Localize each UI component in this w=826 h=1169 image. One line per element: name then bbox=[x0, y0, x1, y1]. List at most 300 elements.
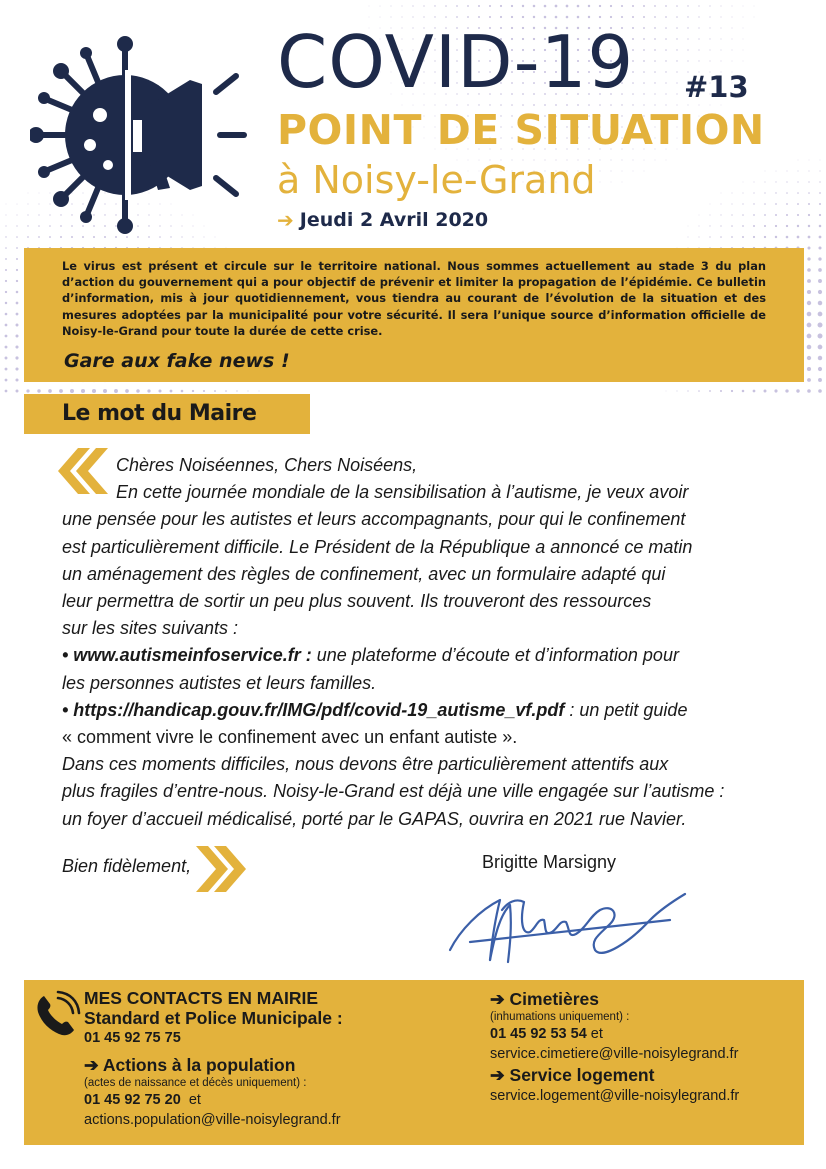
background-dot bbox=[818, 323, 823, 328]
background-dot bbox=[775, 225, 777, 227]
background-dot bbox=[818, 246, 821, 249]
background-dot bbox=[544, 5, 547, 8]
contacts-left-column bbox=[84, 988, 424, 1130]
background-dot bbox=[16, 324, 19, 327]
background-dot bbox=[391, 6, 392, 7]
background-dot bbox=[70, 389, 74, 393]
background-dot bbox=[743, 39, 744, 40]
background-dot bbox=[699, 215, 700, 216]
letter-line bbox=[62, 697, 762, 724]
mayor-letter bbox=[62, 452, 762, 833]
background-dot bbox=[654, 5, 656, 7]
background-dot bbox=[743, 6, 744, 7]
background-dot bbox=[687, 16, 688, 17]
background-dot bbox=[753, 203, 754, 204]
background-dot bbox=[533, 5, 536, 8]
background-dot bbox=[786, 192, 788, 194]
background-dot bbox=[698, 27, 699, 28]
background-dot bbox=[720, 225, 721, 226]
background-dot bbox=[15, 334, 18, 337]
background-dot bbox=[808, 214, 810, 216]
background-dot bbox=[27, 225, 28, 226]
link-autismeinfoservice[interactable]: • www.autismeinfoservice.fr : bbox=[62, 645, 312, 666]
background-dot bbox=[445, 16, 447, 18]
intro-box bbox=[24, 248, 804, 382]
background-dot bbox=[369, 17, 370, 18]
background-dot bbox=[114, 389, 118, 393]
background-dot bbox=[633, 171, 634, 172]
letter-line: les personnes autistes et leurs familles. bbox=[62, 672, 377, 693]
background-dot bbox=[577, 16, 580, 19]
background-dot bbox=[807, 290, 811, 294]
background-dot bbox=[643, 60, 645, 62]
background-dot bbox=[687, 390, 688, 391]
background-dot bbox=[818, 257, 821, 260]
background-dot bbox=[742, 225, 744, 227]
background-dot bbox=[688, 237, 689, 238]
background-dot bbox=[555, 5, 558, 8]
background-dot bbox=[16, 390, 19, 393]
background-dot bbox=[753, 236, 755, 238]
background-dot bbox=[742, 390, 745, 393]
background-dot bbox=[818, 279, 822, 283]
background-dot bbox=[158, 389, 161, 392]
background-dot bbox=[380, 17, 381, 18]
background-dot bbox=[643, 27, 645, 29]
handwritten-signature bbox=[440, 880, 690, 970]
background-dot bbox=[764, 214, 766, 216]
background-dot bbox=[665, 82, 666, 83]
background-dot bbox=[731, 225, 733, 227]
background-dot bbox=[818, 356, 822, 360]
background-dot bbox=[611, 182, 612, 183]
background-dot bbox=[522, 5, 524, 7]
background-dot bbox=[698, 49, 699, 50]
background-dot bbox=[797, 236, 800, 239]
background-dot bbox=[797, 225, 799, 227]
background-dot bbox=[687, 60, 688, 61]
background-dot bbox=[181, 390, 184, 393]
background-dot bbox=[743, 182, 744, 183]
background-dot bbox=[753, 225, 755, 227]
background-dot bbox=[5, 324, 8, 327]
background-dot bbox=[81, 389, 85, 393]
background-dot bbox=[676, 390, 677, 391]
background-dot bbox=[709, 5, 710, 6]
background-dot bbox=[743, 17, 744, 18]
background-dot bbox=[621, 16, 623, 18]
background-dot bbox=[731, 203, 732, 204]
background-dot bbox=[16, 236, 18, 238]
background-dot bbox=[654, 93, 655, 94]
background-dot bbox=[720, 38, 721, 39]
background-dot bbox=[721, 50, 722, 51]
background-dot bbox=[819, 170, 820, 171]
background-dot bbox=[775, 192, 776, 193]
background-dot bbox=[622, 182, 623, 183]
arrow-right-icon: ➔ bbox=[277, 208, 294, 232]
background-dot bbox=[5, 368, 8, 371]
background-dot bbox=[434, 5, 435, 6]
background-dot bbox=[720, 16, 721, 17]
background-dot bbox=[16, 313, 19, 316]
letter-line: leur permettra de sortir un peu plus souvent. Ils trouveront des ressources bbox=[62, 591, 652, 612]
background-dot bbox=[676, 49, 677, 50]
background-dot bbox=[16, 280, 18, 282]
background-dot bbox=[786, 225, 788, 227]
background-dot bbox=[654, 60, 656, 62]
background-dot bbox=[698, 16, 699, 17]
background-dot bbox=[732, 193, 733, 194]
background-dot bbox=[225, 390, 227, 392]
background-dot bbox=[5, 357, 8, 360]
background-dot bbox=[5, 335, 8, 338]
background-dot bbox=[709, 16, 710, 17]
background-dot bbox=[818, 268, 822, 272]
background-dot bbox=[797, 214, 799, 216]
background-dot bbox=[709, 49, 710, 50]
background-dot bbox=[577, 5, 580, 8]
background-dot bbox=[665, 27, 667, 29]
background-dot bbox=[807, 334, 812, 339]
background-dot bbox=[6, 204, 7, 205]
background-dot bbox=[5, 236, 6, 237]
background-dot bbox=[654, 16, 656, 18]
background-dot bbox=[820, 160, 821, 161]
background-dot bbox=[611, 171, 612, 172]
background-dot bbox=[665, 5, 667, 7]
background-dot bbox=[236, 390, 237, 391]
background-dot bbox=[588, 5, 590, 7]
background-dot bbox=[643, 49, 645, 51]
actions-email[interactable]: actions.population@ville-noisylegrand.fr bbox=[84, 1112, 341, 1128]
actions-phone[interactable]: 01 45 92 75 20 bbox=[84, 1092, 181, 1108]
background-dot bbox=[522, 16, 524, 18]
background-dot bbox=[764, 181, 765, 182]
background-dot bbox=[709, 236, 710, 237]
letter-closing: Bien fidèlement, bbox=[62, 856, 192, 876]
background-dot bbox=[753, 214, 755, 216]
date-text: Jeudi 2 Avril 2020 bbox=[299, 209, 489, 231]
background-dot bbox=[687, 27, 688, 28]
background-dot bbox=[698, 390, 700, 392]
background-dot bbox=[764, 236, 766, 238]
background-dot bbox=[5, 269, 7, 271]
background-dot bbox=[643, 38, 645, 40]
letter-line: Dans ces moments difficiles, nous devons être particulièrement attentifs aux bbox=[62, 754, 669, 775]
background-dot bbox=[5, 390, 8, 393]
background-dot bbox=[709, 27, 710, 28]
subtitle-point-situation: POINT DE SITUATION bbox=[277, 106, 765, 154]
background-dot bbox=[807, 367, 811, 371]
background-dot bbox=[643, 71, 645, 73]
background-dot bbox=[742, 192, 743, 193]
background-dot bbox=[5, 291, 7, 293]
letter-line: sur les sites suivants : bbox=[62, 618, 239, 639]
background-dot bbox=[775, 203, 777, 205]
background-dot bbox=[16, 214, 17, 215]
background-dot bbox=[819, 181, 820, 182]
background-dot bbox=[786, 181, 787, 182]
background-dot bbox=[710, 215, 711, 216]
letter-line bbox=[62, 642, 762, 669]
background-dot bbox=[786, 236, 789, 239]
background-dot bbox=[732, 28, 733, 29]
background-dot bbox=[720, 5, 721, 6]
background-dot bbox=[5, 247, 7, 249]
background-dot bbox=[259, 391, 260, 392]
background-dot bbox=[214, 390, 216, 392]
background-dot bbox=[818, 389, 822, 393]
actions-label: ➔ Actions à la population bbox=[84, 1055, 296, 1075]
background-dot bbox=[807, 246, 810, 249]
background-dot bbox=[434, 16, 435, 17]
background-dot bbox=[764, 192, 765, 193]
background-dot bbox=[796, 389, 799, 392]
background-dot bbox=[644, 171, 645, 172]
letter-line: Chères Noiséennes, Chers Noiséens, bbox=[116, 455, 418, 475]
background-dot bbox=[15, 378, 18, 381]
background-dot bbox=[16, 269, 18, 271]
background-dot bbox=[28, 204, 29, 205]
background-dot bbox=[698, 5, 699, 6]
background-dot bbox=[753, 390, 756, 393]
background-dot bbox=[467, 5, 469, 7]
background-dot bbox=[27, 236, 29, 238]
background-dot bbox=[380, 6, 381, 7]
standard-phone[interactable]: 01 45 92 75 75 bbox=[84, 1030, 181, 1046]
background-dot bbox=[721, 193, 722, 194]
background-dot bbox=[819, 214, 821, 216]
background-dot bbox=[566, 16, 569, 19]
background-dot bbox=[807, 345, 812, 350]
background-dot bbox=[819, 236, 822, 239]
background-dot bbox=[654, 49, 656, 51]
background-dot bbox=[16, 247, 18, 249]
cimetieres-phone[interactable]: 01 45 92 53 54 bbox=[490, 1026, 587, 1042]
background-dot bbox=[5, 346, 8, 349]
background-dot bbox=[489, 16, 491, 18]
background-dot bbox=[555, 16, 558, 19]
background-dot bbox=[798, 160, 799, 161]
background-dot bbox=[37, 389, 40, 392]
background-dot bbox=[533, 16, 535, 18]
background-dot bbox=[599, 5, 601, 7]
background-dot bbox=[600, 182, 601, 183]
letter-line: plus fragiles d’entre-nous. Noisy-le-Grand est déjà une ville engagée sur l’autisme : bbox=[62, 781, 725, 802]
background-dot bbox=[588, 16, 590, 18]
background-dot bbox=[676, 60, 677, 61]
background-dot bbox=[665, 93, 666, 94]
background-dot bbox=[687, 49, 688, 50]
background-dot bbox=[775, 236, 777, 238]
background-dot bbox=[775, 214, 777, 216]
background-dot bbox=[27, 214, 28, 215]
background-dot bbox=[170, 390, 173, 393]
letter-line: un foyer d’accueil médicalisé, porté par le GAPAS, ouvrira en 2021 rue Navier. bbox=[62, 808, 687, 829]
background-dot bbox=[478, 16, 480, 18]
letter-line: un aménagement des règles de confinement, avec un formulaire adapté qui bbox=[62, 563, 666, 584]
background-dot bbox=[5, 313, 8, 316]
background-dot bbox=[16, 225, 17, 226]
background-dot bbox=[807, 389, 811, 393]
background-dot bbox=[456, 16, 458, 18]
background-dot bbox=[610, 16, 612, 18]
background-dot bbox=[709, 390, 711, 392]
background-dot bbox=[500, 16, 502, 18]
background-dot bbox=[610, 5, 612, 7]
background-dot bbox=[731, 214, 732, 215]
background-dot bbox=[15, 345, 18, 348]
background-dot bbox=[676, 93, 677, 94]
background-dot bbox=[456, 5, 458, 7]
background-dot bbox=[633, 160, 634, 161]
intro-text: Le virus est présent et circule sur le territoire national. Nous sommes actuellement au stade 3 du plan d’action du gouvernement qui a pour objectif de prévenir et limiter la propagation de l’épidémie. Ce bulletin d’information, mis à jour quotidiennement, vous tiendra au courant de l’évolution de la situation et des mesures adoptées par la municipalité pour votre sécurité. Il sera l’unique source d’information officielle de Noisy-le-Grand pour toute la durée de cette crise. bbox=[62, 259, 766, 338]
background-dot bbox=[676, 71, 677, 72]
background-dot bbox=[818, 301, 822, 305]
background-dot bbox=[192, 390, 194, 392]
background-dot bbox=[797, 192, 799, 194]
background-dot bbox=[401, 5, 402, 6]
background-dot bbox=[774, 389, 777, 392]
actions-phone-line bbox=[84, 1090, 424, 1110]
background-dot bbox=[721, 61, 722, 62]
background-dot bbox=[776, 171, 777, 172]
background-dot bbox=[544, 16, 547, 19]
background-dot bbox=[764, 225, 766, 227]
background-dot bbox=[666, 160, 667, 161]
letter-line-text: une plateforme d’écoute et d’information pour bbox=[311, 645, 679, 666]
background-dot bbox=[765, 171, 766, 172]
letter-line: En cette journée mondiale de la sensibilisation à l’autisme, je veux avoir bbox=[116, 482, 689, 503]
link-handicap-guide[interactable]: • https://handicap.gouv.fr/IMG/pdf/covid-19_autisme_vf.pdf bbox=[62, 699, 565, 720]
background-dot bbox=[391, 17, 392, 18]
background-dot bbox=[15, 356, 18, 359]
background-dot bbox=[665, 60, 666, 61]
background-dot bbox=[819, 203, 821, 205]
background-dot bbox=[819, 225, 822, 228]
background-dot bbox=[743, 28, 744, 29]
section-title-mot-du-maire: Le mot du Maire bbox=[24, 394, 310, 434]
background-dot bbox=[732, 6, 733, 7]
title-covid: COVID-19 bbox=[277, 20, 635, 104]
background-dot bbox=[125, 389, 129, 393]
background-dot bbox=[665, 16, 667, 18]
background-dot bbox=[203, 390, 205, 392]
background-dot bbox=[412, 16, 413, 17]
background-dot bbox=[5, 225, 6, 226]
background-dot bbox=[26, 389, 29, 392]
background-dot bbox=[632, 16, 634, 18]
background-dot bbox=[15, 367, 18, 370]
background-dot bbox=[698, 38, 699, 39]
background-dot bbox=[720, 27, 721, 28]
background-dot bbox=[423, 16, 424, 17]
signer-name: Brigitte Marsigny bbox=[482, 852, 617, 872]
background-dot bbox=[754, 6, 755, 7]
background-dot bbox=[643, 93, 644, 94]
background-dot bbox=[732, 39, 733, 40]
letter-line: une pensée pour les autistes et leurs accompagnants, pour qui le confinement bbox=[62, 509, 686, 530]
standard-label: Standard et Police Municipale : bbox=[84, 1008, 343, 1028]
background-dot bbox=[709, 225, 710, 226]
background-dot bbox=[676, 82, 677, 83]
background-dot bbox=[698, 236, 699, 237]
background-dot bbox=[731, 236, 733, 238]
background-dot bbox=[622, 171, 623, 172]
background-dot bbox=[676, 38, 677, 39]
background-dot bbox=[654, 38, 656, 40]
background-dot bbox=[369, 6, 370, 7]
background-dot bbox=[654, 27, 656, 29]
background-dot bbox=[655, 160, 656, 161]
background-dot bbox=[775, 181, 776, 182]
background-dot bbox=[720, 236, 722, 238]
background-dot bbox=[807, 323, 812, 328]
background-dot bbox=[676, 27, 678, 29]
background-dot bbox=[632, 5, 634, 7]
background-dot bbox=[665, 49, 667, 51]
background-dot bbox=[478, 5, 480, 7]
background-dot bbox=[136, 389, 140, 393]
cimetieres-phone-line bbox=[490, 1024, 800, 1044]
background-dot bbox=[797, 181, 798, 182]
background-dot bbox=[698, 60, 699, 61]
background-dot bbox=[103, 389, 107, 393]
virus-megaphone-icon bbox=[30, 20, 260, 250]
background-dot bbox=[764, 203, 766, 205]
background-dot bbox=[808, 236, 811, 239]
background-dot bbox=[644, 160, 645, 161]
background-dot bbox=[643, 82, 645, 84]
cimetieres-email[interactable]: service.cimetiere@ville-noisylegrand.fr bbox=[490, 1046, 739, 1062]
background-dot bbox=[48, 389, 52, 393]
background-dot bbox=[467, 16, 469, 18]
background-dot bbox=[247, 390, 248, 391]
background-dot bbox=[59, 389, 63, 393]
background-dot bbox=[665, 38, 667, 40]
background-dot bbox=[16, 258, 18, 260]
background-dot bbox=[666, 391, 667, 392]
cimetieres-label: ➔ Cimetières bbox=[490, 989, 600, 1009]
background-dot bbox=[687, 5, 688, 6]
background-dot bbox=[622, 160, 623, 161]
background-dot bbox=[785, 389, 788, 392]
background-dot bbox=[809, 160, 810, 161]
background-dot bbox=[16, 291, 19, 294]
background-dot bbox=[807, 301, 811, 305]
background-dot bbox=[423, 5, 424, 6]
background-dot bbox=[599, 159, 600, 160]
background-dot bbox=[643, 16, 645, 18]
background-dot bbox=[5, 379, 8, 382]
background-dot bbox=[699, 226, 700, 227]
background-dot bbox=[786, 214, 788, 216]
background-dot bbox=[818, 312, 823, 317]
background-dot bbox=[807, 312, 812, 317]
background-dot bbox=[818, 345, 823, 350]
contacts-box bbox=[24, 980, 804, 1145]
logement-email[interactable]: service.logement@ville-noisylegrand.fr bbox=[490, 1088, 740, 1104]
cimetieres-note: (inhumations uniquement) : bbox=[490, 1011, 630, 1023]
background-dot bbox=[808, 181, 809, 182]
contacts-right-column bbox=[490, 988, 800, 1106]
background-dot bbox=[808, 192, 810, 194]
background-dot bbox=[687, 38, 688, 39]
cimetieres-et: et bbox=[586, 1026, 603, 1042]
background-dot bbox=[566, 5, 569, 8]
date-line bbox=[277, 208, 488, 232]
